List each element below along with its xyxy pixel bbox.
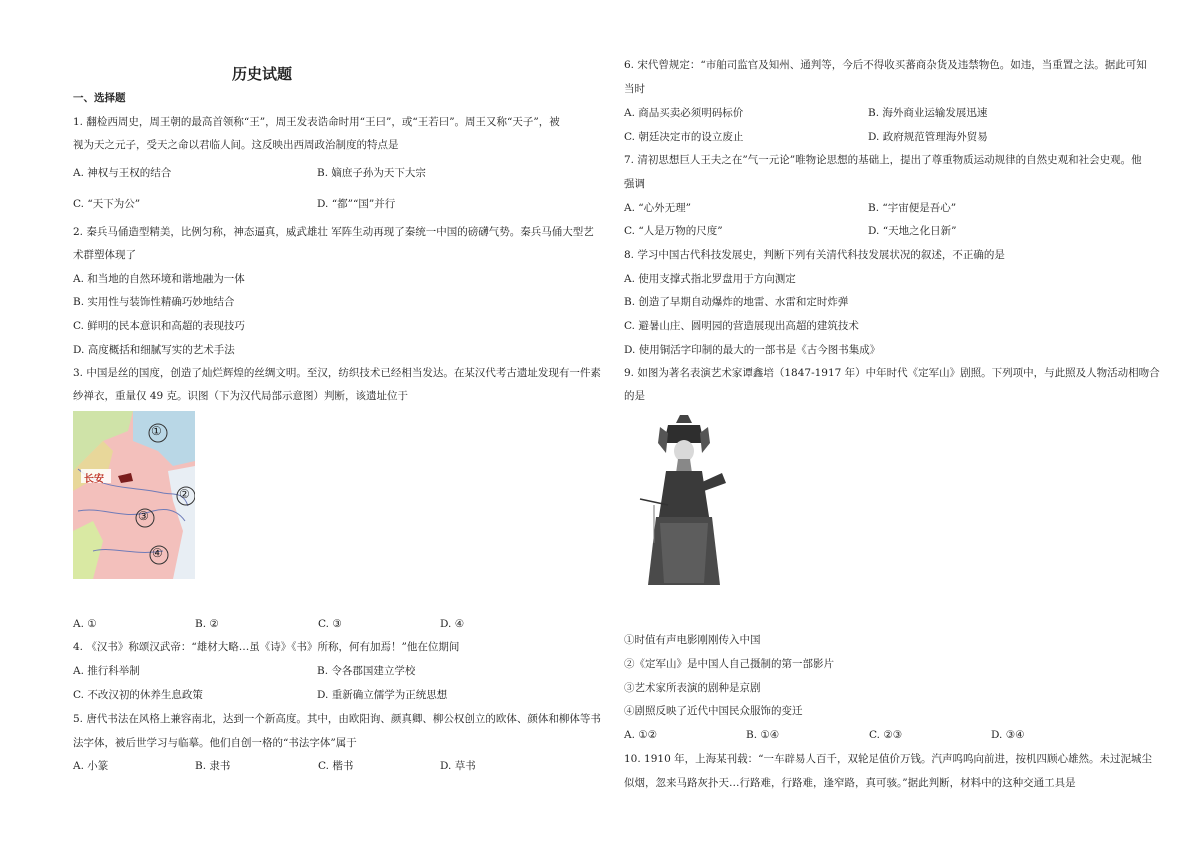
map-label-changan: 长安 [84, 474, 104, 485]
q7-option-d[interactable]: D. “天地之化日新” [868, 225, 957, 237]
q2-option-d[interactable]: D. 高度概括和细腻写实的艺术手法 [73, 344, 235, 356]
q8-option-c[interactable]: C. 避暑山庄、圆明园的营造展现出高超的建筑技术 [624, 320, 859, 332]
map-marker-3: ③ [138, 509, 149, 523]
q10-stem-line1: 10. 1910 年，上海某刊载：“一车辟易人百千，双轮足值价万钱。汽声呜呜向前进，按机四顾心雄然。未过泥城尘 [624, 753, 1152, 765]
q5-option-a[interactable]: A. 小篆 [73, 760, 109, 772]
q4-option-b[interactable]: B. 令各郡国建立学校 [317, 665, 416, 677]
q1-option-c[interactable]: C. “天下为公” [73, 198, 141, 210]
q4-option-c[interactable]: C. 不改汉初的休养生息政策 [73, 689, 203, 701]
q1-option-a[interactable]: A. 神权与王权的结合 [73, 167, 172, 179]
q7-stem-line2: 强调 [624, 178, 645, 190]
q10-stem-line2: 似烟，忽来马路灰扑天…行路难，行路难，逢窄路，真可骇。”据此判断，材料中的这种交通工具是 [624, 777, 1076, 789]
q6-option-d[interactable]: D. 政府规范管理海外贸易 [868, 131, 988, 143]
map-marker-2: ② [179, 487, 190, 501]
opera-photo [630, 413, 738, 589]
q9-statement-2: ②《定军山》是中国人自己摄制的第一部影片 [624, 658, 834, 670]
q2-stem-line1: 2. 秦兵马俑造型精美，比例匀称，神态逼真，威武雄壮 军阵生动再现了秦统一中国的磅礴气势。秦兵马俑大型艺 [73, 226, 594, 238]
q4-option-a[interactable]: A. 推行科举制 [73, 665, 140, 677]
q1-stem-line1: 1. 翻检西周史，周王朝的最高首领称“王”，周王发表诰命时用“王曰”，或“王若曰”。周王又称“天子”，被 [73, 116, 560, 128]
q9-stem-line1: 9. 如图为著名表演艺术家谭鑫培（1847-1917 年）中年时代《定军山》剧照。下列项中，与此照及人物活动相吻合 [624, 367, 1160, 379]
q9-option-a[interactable]: A. ①② [624, 729, 658, 741]
q2-option-a[interactable]: A. 和当地的自然环境和谐地融为一体 [73, 273, 245, 285]
q9-option-c[interactable]: C. ②③ [869, 729, 903, 741]
q8-option-d[interactable]: D. 使用铜活字印制的最大的一部书是《古今图书集成》 [624, 344, 881, 356]
q2-stem-line2: 术群塑体现了 [73, 249, 136, 261]
q3-option-b[interactable]: B. ② [195, 618, 219, 630]
han-map [73, 411, 195, 579]
q9-statement-4: ④剧照反映了近代中国民众服饰的变迁 [624, 705, 803, 717]
page-title: 历史试题 [232, 65, 293, 83]
q6-stem-line1: 6. 宋代曾规定：“市舶司监官及知州、通判等，今后不得收买蕃商杂货及违禁物色。如违，当重置之法。据此可知 [624, 59, 1147, 71]
opera-figure-graphic [630, 413, 738, 589]
q4-stem-line1: 4. 《汉书》称颂汉武帝：“雄材大略…虽《诗》《书》所称，何有加焉！”他在位期间 [73, 641, 460, 653]
q6-stem-line2: 当时 [624, 83, 645, 95]
q9-option-d[interactable]: D. ③④ [991, 729, 1025, 741]
map-marker-1: ① [151, 424, 162, 438]
q6-option-b[interactable]: B. 海外商业运输发展迅速 [868, 107, 988, 119]
q9-stem-line2: 的是 [624, 390, 645, 402]
q2-option-c[interactable]: C. 鲜明的民本意识和高超的表现技巧 [73, 320, 245, 332]
q5-option-b[interactable]: B. 隶书 [195, 760, 231, 772]
q1-option-b[interactable]: B. 嫡庶子孙为天下大宗 [317, 167, 426, 179]
q5-option-d[interactable]: D. 草书 [440, 760, 476, 772]
q8-stem-line1: 8. 学习中国古代科技发展史，判断下列有关清代科技发展状况的叙述，不正确的是 [624, 249, 1005, 261]
section-heading: 一、选择题 [73, 92, 126, 104]
q3-option-a[interactable]: A. ① [73, 618, 97, 630]
q5-stem-line1: 5. 唐代书法在风格上兼容南北，达到一个新高度。其中，由欧阳询、颜真卿、柳公权创立的欧体、颜体和柳体等书 [73, 713, 601, 725]
q2-option-b[interactable]: B. 实用性与装饰性精确巧妙地结合 [73, 296, 235, 308]
q5-stem-line2: 法字体，被后世学习与临摹。他们自创一格的“书法字体”属于 [73, 737, 357, 749]
map-marker-4: ④ [152, 546, 163, 560]
q3-option-d[interactable]: D. ④ [440, 618, 465, 630]
q8-option-a[interactable]: A. 使用支撑式指北罗盘用于方向测定 [624, 273, 796, 285]
q1-stem-line2: 视为天之元子，受天之命以君临人间。这反映出西周政治制度的特点是 [73, 139, 399, 151]
q7-option-a[interactable]: A. “心外无理” [624, 202, 691, 214]
q3-stem-line2: 纱禅衣，重量仅 49 克。识图（下为汉代局部示意图）判断，该遗址位于 [73, 390, 409, 402]
q9-statement-3: ③艺术家所表演的剧种是京剧 [624, 682, 761, 694]
q6-option-c[interactable]: C. 朝廷决定市的设立废止 [624, 131, 744, 143]
q9-option-b[interactable]: B. ①④ [746, 729, 780, 741]
q5-option-c[interactable]: C. 楷书 [318, 760, 354, 772]
q7-option-b[interactable]: B. “宇宙便是吾心” [868, 202, 957, 214]
q8-option-b[interactable]: B. 创造了早期自动爆炸的地雷、水雷和定时炸弹 [624, 296, 849, 308]
q7-stem-line1: 7. 清初思想巨人王夫之在”气一元论”唯物论思想的基础上，提出了尊重物质运动规律的自然史观和社会史观。他 [624, 154, 1142, 166]
han-map-graphic [73, 411, 195, 579]
q3-stem-line1: 3. 中国是丝的国度，创造了灿烂辉煌的丝绸文明。至汉，纺织技术已经相当发达。在某汉代考古遗址发现有一件素 [73, 367, 601, 379]
q6-option-a[interactable]: A. 商品买卖必须明码标价 [624, 107, 744, 119]
q4-option-d[interactable]: D. 重新确立儒学为正统思想 [317, 689, 448, 701]
q9-statement-1: ①时值有声电影刚刚传入中国 [624, 634, 761, 646]
q1-option-d[interactable]: D. “都”“国”并行 [317, 198, 396, 210]
q7-option-c[interactable]: C. “人是万物的尺度” [624, 225, 723, 237]
q3-option-c[interactable]: C. ③ [318, 618, 342, 630]
